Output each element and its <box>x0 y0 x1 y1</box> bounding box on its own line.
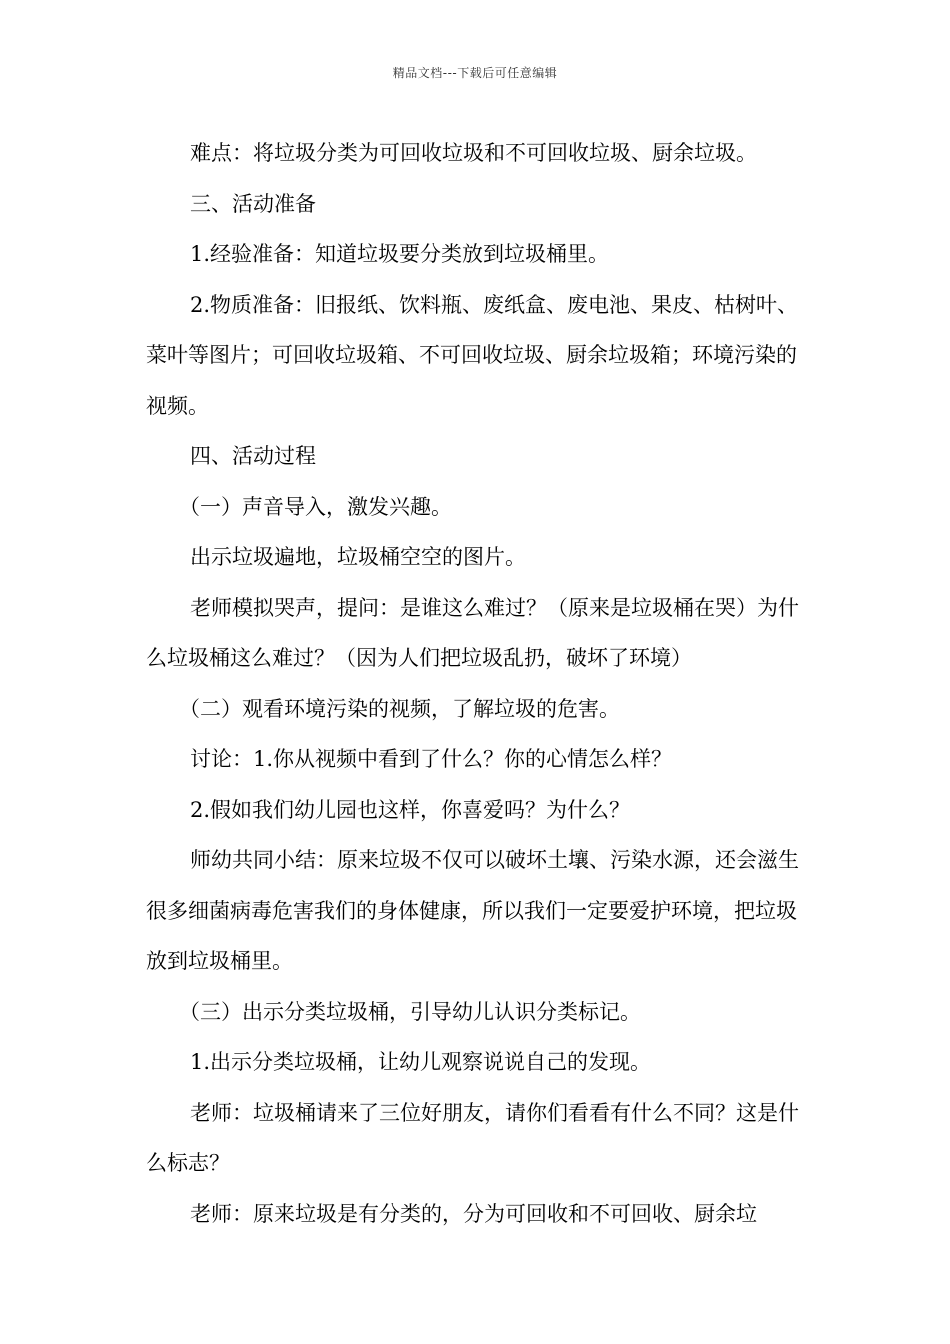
document-body <box>146 128 816 1239</box>
paragraph-show-bins: 1.出示分类垃圾桶，让幼儿观察说说自己的发现。 <box>190 1050 652 1074</box>
paragraph-teacher-friends: 老师：垃圾桶请来了三位好朋友，请你们看看有什么不同？这是什么标志？ <box>146 1100 799 1175</box>
paragraph-teacher-classification: 老师：原来垃圾是有分类的，分为可回收和不可回收、厨余垃 <box>190 1201 757 1226</box>
subsection-heading-1: （一）声音导入，激发兴趣。 <box>179 494 452 519</box>
paragraph-show-picture: 出示垃圾遍地，垃圾桶空空的图片。 <box>190 545 526 569</box>
paragraph-material-prep: 2.物质准备：旧报纸、饮料瓶、废纸盒、废电池、果皮、枯树叶、菜叶等图片；可回收垃圾箱、不可回收垃圾、厨余垃圾箱；环境污染的视频。 <box>146 292 799 418</box>
paragraph-discussion-2: 2.假如我们幼儿园也这样，你喜爱吗？为什么？ <box>190 797 631 822</box>
subsection-heading-3: （三）出示分类垃圾桶，引导幼儿认识分类标记。 <box>179 999 641 1024</box>
paragraph-discussion-1: 讨论：1.你从视频中看到了什么？你的心情怎么样？ <box>190 747 673 771</box>
page-header: 精品文档---下载后可任意编辑 <box>392 66 558 80</box>
paragraph-difficulty: 难点：将垃圾分类为可回收垃圾和不可回收垃圾、厨余垃圾。 <box>190 141 757 165</box>
paragraph-summary: 师幼共同小结：原来垃圾不仅可以破坏土壤、污染水源，还会滋生很多细菌病毒危害我们的身体健康，所以我们一定要爱护环境，把垃圾放到垃圾桶里。 <box>146 848 799 973</box>
paragraph-experience-prep: 1.经验准备：知道垃圾要分类放到垃圾桶里。 <box>190 242 610 266</box>
section-heading-preparation: 三、活动准备 <box>190 191 316 216</box>
section-heading-process: 四、活动过程 <box>190 444 316 468</box>
paragraph-teacher-question: 老师模拟哭声，提问：是谁这么难过？（原来是垃圾桶在哭）为什么垃圾桶这么难过？（因为人们把垃圾乱扔，破坏了环境） <box>146 595 799 670</box>
subsection-heading-2: （二）观看环境污染的视频，了解垃圾的危害。 <box>179 696 620 721</box>
